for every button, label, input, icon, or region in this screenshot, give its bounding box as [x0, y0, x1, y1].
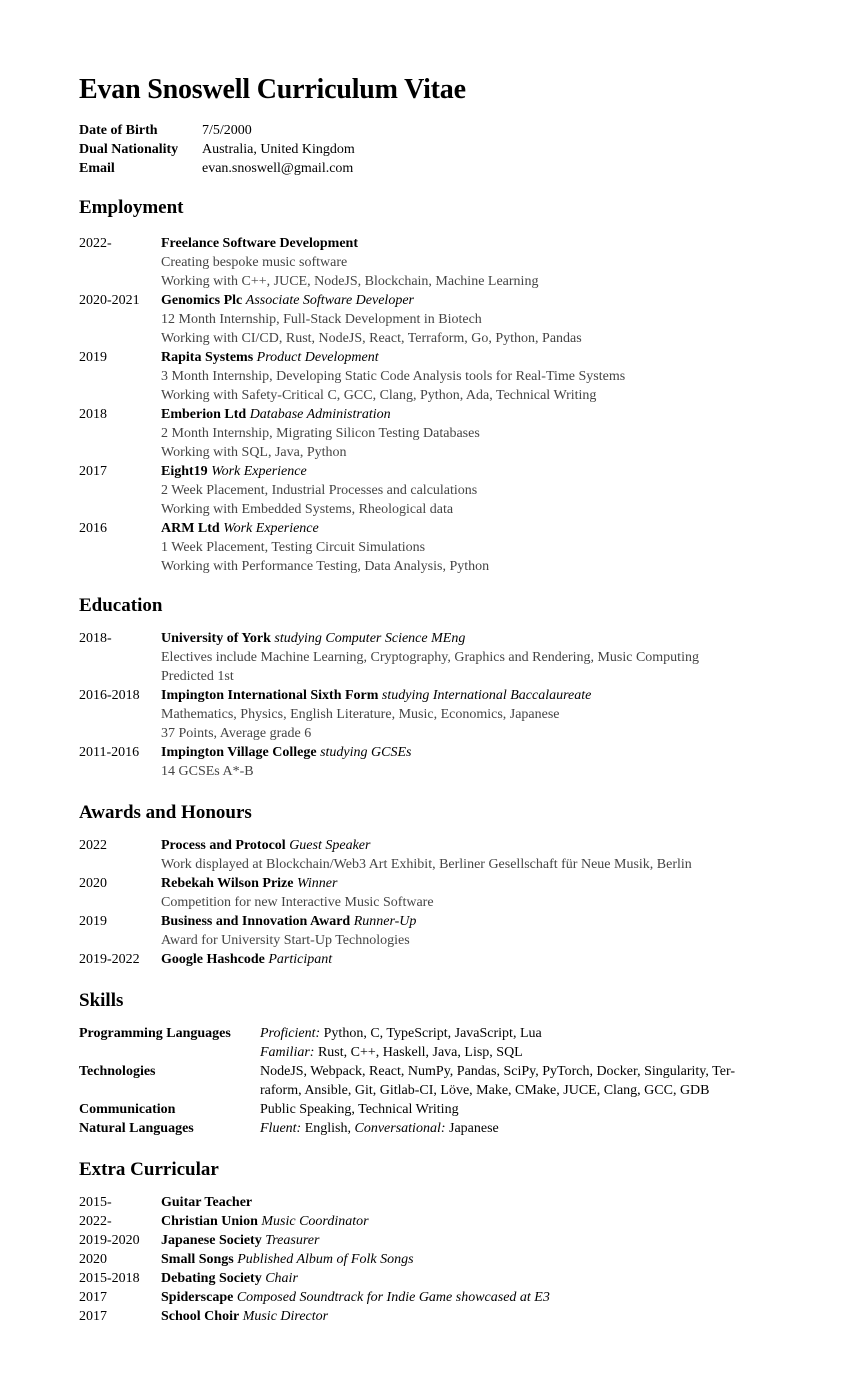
entry-org: Business and Innovation Award — [161, 914, 351, 929]
skills-list — [79, 1024, 779, 1138]
list-item — [79, 462, 779, 519]
dob-label: Date of Birth — [79, 123, 158, 138]
entry-date: 2020 — [79, 876, 107, 891]
entry-date: 2022- — [79, 236, 112, 251]
entry-role: Music Coordinator — [261, 1214, 369, 1229]
education-heading: Education — [79, 595, 163, 616]
entry-role: studying GCSEs — [320, 745, 412, 760]
conversational-label: Conversational: — [354, 1121, 446, 1136]
entry-role: Winner — [297, 876, 338, 891]
list-item — [79, 1212, 779, 1231]
entry-date: 2019-2022 — [79, 952, 140, 967]
entry-org: Rapita Systems — [161, 350, 254, 365]
entry-detail: Working with C++, JUCE, NodeJS, Blockchain, Machine Learning — [161, 274, 539, 289]
list-item — [79, 1250, 779, 1269]
entry-role: Treasurer — [265, 1233, 320, 1248]
list-item — [79, 1288, 779, 1307]
proficient-value: Python, C, TypeScript, JavaScript, Lua — [320, 1026, 542, 1041]
entry-role: studying Computer Science MEng — [274, 631, 466, 646]
skill-label: Programming Languages — [79, 1026, 231, 1041]
email-value: evan.snoswell@gmail.com — [202, 161, 354, 176]
nationality-value: Australia, United Kingdom — [202, 142, 355, 157]
entry-detail: Working with Embedded Systems, Rheological data — [161, 502, 454, 517]
dob-value: 7/5/2000 — [202, 123, 252, 138]
entry-date: 2018 — [79, 407, 107, 422]
entry-org: Process and Protocol — [161, 838, 286, 853]
entry-org: Christian Union — [161, 1214, 258, 1229]
entry-detail: Creating bespoke music software — [161, 255, 348, 270]
entry-detail: Competition for new Interactive Music Software — [161, 895, 434, 910]
entry-org: Eight19 — [161, 464, 208, 479]
entry-detail: 12 Month Internship, Full-Stack Development in Biotech — [161, 312, 482, 327]
skill-label: Technologies — [79, 1064, 156, 1079]
list-item — [79, 1231, 779, 1250]
entry-detail: Predicted 1st — [161, 669, 234, 684]
entry-role: Chair — [265, 1271, 298, 1286]
entry-date: 2016 — [79, 521, 107, 536]
list-item — [79, 234, 779, 291]
skills-heading: Skills — [79, 990, 124, 1011]
skill-row — [79, 1081, 779, 1100]
entry-role: Runner-Up — [353, 914, 417, 929]
entry-detail: Mathematics, Physics, English Literature, Music, Economics, Japanese — [161, 707, 560, 722]
entry-role: Associate Software Developer — [245, 293, 414, 308]
entry-role: studying International Baccalaureate — [381, 688, 592, 703]
list-item — [79, 950, 779, 969]
entry-detail: 1 Week Placement, Testing Circuit Simulations — [161, 540, 426, 555]
entry-org: Impington Village College — [161, 745, 317, 760]
cv-page — [0, 0, 779, 178]
entry-date: 2015-2018 — [79, 1271, 140, 1286]
email-label: Email — [79, 161, 115, 176]
entry-date: 2020 — [79, 1252, 107, 1267]
entry-org: Emberion Ltd — [161, 407, 247, 422]
entry-role: Product Development — [256, 350, 379, 365]
entry-role: Guest Speaker — [289, 838, 371, 853]
entry-date: 2017 — [79, 1290, 107, 1305]
education-list — [79, 629, 779, 781]
entry-detail: 3 Month Internship, Developing Static Code Analysis tools for Real-Time Systems — [161, 369, 626, 384]
list-item — [79, 1269, 779, 1288]
employment-heading: Employment — [79, 197, 184, 218]
list-item — [79, 629, 779, 686]
entry-detail: Working with CI/CD, Rust, NodeJS, React, Terraform, Go, Python, Pandas — [161, 331, 582, 346]
awards-list — [79, 836, 779, 969]
list-item — [79, 291, 779, 348]
entry-date: 2011-2016 — [79, 745, 140, 760]
skill-label: Natural Languages — [79, 1121, 194, 1136]
skill-row — [79, 1119, 779, 1138]
entry-org: Small Songs — [161, 1252, 234, 1267]
list-item — [79, 348, 779, 405]
communication-value: Public Speaking, Technical Writing — [260, 1102, 459, 1117]
page-title: Evan Snoswell Curriculum Vitae — [79, 74, 466, 105]
entry-org: University of York — [161, 631, 271, 646]
entry-detail: 37 Points, Average grade 6 — [161, 726, 312, 741]
entry-detail: Working with SQL, Java, Python — [161, 445, 347, 460]
entry-role: Music Director — [242, 1309, 329, 1324]
entry-date: 2019 — [79, 350, 107, 365]
familiar-value: Rust, C++, Haskell, Java, Lisp, SQL — [314, 1045, 523, 1060]
employment-list — [79, 234, 779, 576]
entry-date: 2017 — [79, 464, 107, 479]
entry-org: Google Hashcode — [161, 952, 265, 967]
entry-detail: 2 Month Internship, Migrating Silicon Testing Databases — [161, 426, 480, 441]
extra-list — [79, 1193, 779, 1326]
skill-row — [79, 1100, 779, 1119]
entry-org: Spiderscape — [161, 1290, 234, 1305]
technologies-value: NodeJS, Webpack, React, NumPy, Pandas, SciPy, PyTorch, Docker, Singularity, Ter- — [260, 1064, 735, 1079]
list-item — [79, 912, 779, 950]
list-item — [79, 874, 779, 912]
awards-heading: Awards and Honours — [79, 802, 252, 823]
list-item — [79, 1307, 779, 1326]
list-item — [79, 743, 779, 781]
list-item — [79, 836, 779, 874]
skill-row — [79, 1062, 779, 1081]
extra-heading: Extra Curricular — [79, 1159, 219, 1180]
entry-role: Composed Soundtrack for Indie Game showcased at E3 — [236, 1290, 550, 1305]
entry-detail: Working with Performance Testing, Data Analysis, Python — [161, 559, 490, 574]
entry-date: 2020-2021 — [79, 293, 140, 308]
entry-detail: Award for University Start-Up Technologies — [161, 933, 410, 948]
entry-detail: 2 Week Placement, Industrial Processes and calculations — [161, 483, 478, 498]
nationality-label: Dual Nationality — [79, 142, 179, 157]
fluent-value: English, — [301, 1121, 355, 1136]
entry-org: Japanese Society — [161, 1233, 262, 1248]
entry-role: Work Experience — [211, 464, 307, 479]
skill-label: Communication — [79, 1102, 176, 1117]
entry-role: Published Album of Folk Songs — [237, 1252, 414, 1267]
entry-org: Debating Society — [161, 1271, 262, 1286]
entry-role: Work Experience — [223, 521, 319, 536]
entry-role: Participant — [268, 952, 333, 967]
entry-date: 2022- — [79, 1214, 112, 1229]
entry-date: 2022 — [79, 838, 107, 853]
entry-date: 2016-2018 — [79, 688, 140, 703]
entry-detail: Working with Safety-Critical C, GCC, Clang, Python, Ada, Technical Writing — [161, 388, 597, 403]
proficient-label: Proficient: — [260, 1026, 321, 1041]
entry-date: 2017 — [79, 1309, 107, 1324]
conversational-value: Japanese — [445, 1121, 499, 1136]
entry-org: School Choir — [161, 1309, 240, 1324]
list-item — [79, 519, 779, 576]
entry-org: Impington International Sixth Form — [161, 688, 379, 703]
list-item — [79, 1193, 779, 1212]
entry-detail: Work displayed at Blockchain/Web3 Art Exhibit, Berliner Gesellschaft für Neue Musik, Berlin — [161, 857, 692, 872]
entry-date: 2019-2020 — [79, 1233, 140, 1248]
list-item — [79, 405, 779, 462]
entry-date: 2019 — [79, 914, 107, 929]
familiar-label: Familiar: — [260, 1045, 315, 1060]
entry-org: Rebekah Wilson Prize — [161, 876, 294, 891]
technologies-value: raform, Ansible, Git, Gitlab-CI, Löve, Make, CMake, JUCE, Clang, GCC, GDB — [260, 1083, 710, 1098]
entry-org: Genomics Plc — [161, 293, 243, 308]
personal-details — [79, 121, 779, 178]
entry-org: Guitar Teacher — [161, 1195, 253, 1210]
entry-date: 2015- — [79, 1195, 112, 1210]
entry-org: Freelance Software Development — [161, 236, 358, 251]
entry-detail: Electives include Machine Learning, Cryptography, Graphics and Rendering, Music Computing — [161, 650, 699, 665]
skill-row — [79, 1024, 779, 1043]
skill-row — [79, 1043, 779, 1062]
entry-detail: 14 GCSEs A*-B — [161, 764, 254, 779]
entry-date: 2018- — [79, 631, 112, 646]
entry-org: ARM Ltd — [161, 521, 220, 536]
fluent-label: Fluent: — [260, 1121, 302, 1136]
entry-role: Database Administration — [249, 407, 391, 422]
list-item — [79, 686, 779, 743]
